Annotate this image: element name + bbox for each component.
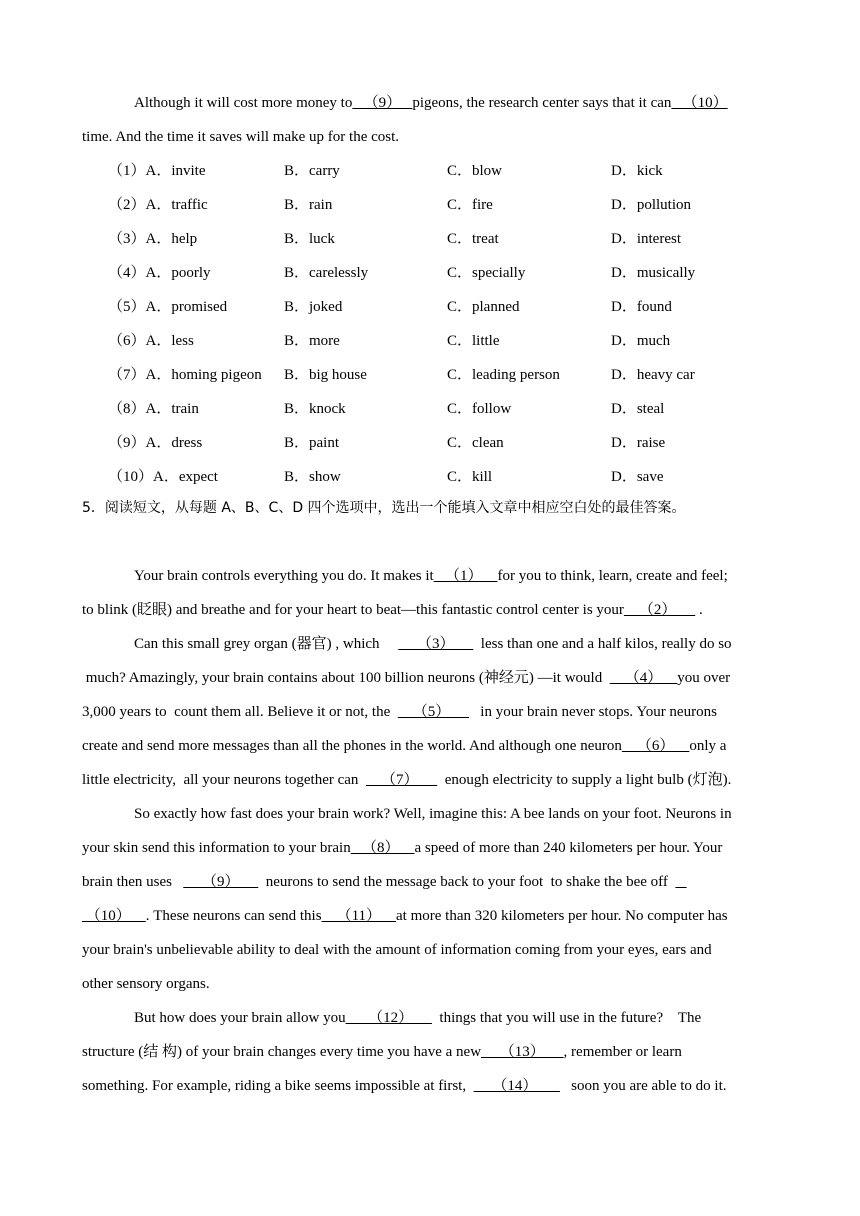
blank-9: （9） <box>183 874 259 890</box>
text: Although it will cost more money to <box>134 95 353 111</box>
passage-line: brain then uses （9） neurons to send the message back to your foot to shake the bee off <box>82 872 687 892</box>
option-row <box>108 229 708 249</box>
option-c: C．specially <box>447 265 526 281</box>
option-d: D．musically <box>611 265 696 281</box>
blank-6: （6） <box>621 738 690 754</box>
blank-9: （9） <box>352 95 413 111</box>
option-b: B．carry <box>284 163 340 179</box>
passage-line: much? Amazingly, your brain contains about 100 billion neurons (神经元) —it would （4） you over <box>82 670 731 686</box>
passage-line: Can this small grey organ (器官) , which （3） less than one and a half kilos, really do so <box>134 636 732 652</box>
option-b: B．joked <box>284 299 343 315</box>
passage-line: your brain's unbelievable ability to deal with the amount of information coming from your eyes, ears and <box>82 942 712 958</box>
option-d: D．heavy car <box>611 367 695 383</box>
blank-10: （10） <box>671 95 728 111</box>
option-b: B．rain <box>284 197 333 213</box>
passage-line: your skin send this information to your brain （8） a speed of more than 240 kilometers per hour. Your <box>82 840 723 856</box>
blank-12: （12） <box>345 1010 432 1026</box>
passage-line: Your brain controls everything you do. It makes it （1） for you to think, learn, create and feel; <box>134 568 728 584</box>
blank-3: （3） <box>398 636 474 652</box>
option-a: （4）A．poorly <box>108 265 211 281</box>
option-b: B．big house <box>284 367 367 383</box>
option-row <box>108 263 708 283</box>
passage-line: something. For example, riding a bike seems impossible at first, （14） soon you are able to do it. <box>82 1078 727 1094</box>
option-row <box>108 331 708 351</box>
option-b: B．more <box>284 333 340 349</box>
option-c: C．leading person <box>447 367 560 383</box>
blank-7: （7） <box>365 772 438 788</box>
question-5-instruction: 5．阅读短文，从每题 A、B、C、D 四个选项中，选出一个能填入文章中相应空白处的最佳答案。 <box>82 500 686 516</box>
option-a: （6）A．less <box>108 333 194 349</box>
option-b: B．paint <box>284 435 339 451</box>
option-a: （5）A．promised <box>108 299 228 315</box>
option-d: D．save <box>611 469 664 485</box>
option-d: D．kick <box>611 163 663 179</box>
option-a: （9）A．dress <box>108 435 203 451</box>
option-d: D．interest <box>611 231 681 247</box>
option-c: C．planned <box>447 299 520 315</box>
blank-10: （10） <box>82 908 146 924</box>
option-d: D．pollution <box>611 197 692 213</box>
option-c: C．fire <box>447 197 493 213</box>
option-c: C．treat <box>447 231 499 247</box>
option-a: （3）A．help <box>108 231 198 247</box>
text: pigeons, the research center says that it can <box>412 95 672 111</box>
passage-line <box>134 93 728 113</box>
blank-4: （4） <box>609 670 678 686</box>
option-d: D．found <box>611 299 672 315</box>
blank-11: （11） <box>321 908 397 924</box>
option-row <box>108 365 708 385</box>
option-b: B．luck <box>284 231 335 247</box>
option-row <box>108 297 708 317</box>
blank-8: （8） <box>350 840 415 856</box>
option-b: B．carelessly <box>284 265 369 281</box>
option-d: D．much <box>611 333 671 349</box>
option-a: （2）A．traffic <box>108 197 208 213</box>
passage-line: little electricity, all your neurons together can （7） enough electricity to supply a light bulb (灯泡). <box>82 772 732 788</box>
passage-line: But how does your brain allow you （12） things that you will use in the future? The <box>134 1010 702 1026</box>
option-c: C．kill <box>447 469 493 485</box>
blank-5: （5） <box>397 704 470 720</box>
passage-line: （10） . These neurons can send this （11） at more than 320 kilometers per hour. No computer has <box>82 908 728 924</box>
option-row <box>108 467 708 487</box>
passage-line: create and send more messages than all the phones in the world. And although one neuron （6） only a <box>82 738 727 754</box>
option-a: （7）A．homing pigeon <box>108 367 262 383</box>
option-c: C．clean <box>447 435 504 451</box>
option-a: （10）A．expect <box>108 469 218 485</box>
option-row <box>108 433 708 453</box>
passage-line: time. And the time it saves will make up for the cost. <box>82 129 400 145</box>
blank-13: （13） <box>481 1044 564 1060</box>
option-c: C．little <box>447 333 500 349</box>
option-a: （1）A．invite <box>108 163 206 179</box>
passage-line: 3,000 years to count them all. Believe it or not, the （5） in your brain never stops. Your neurons <box>82 704 717 720</box>
passage-line: other sensory organs. <box>82 976 210 992</box>
passage-line: So exactly how fast does your brain work? Well, imagine this: A bee lands on your foot. Neurons in <box>134 806 732 822</box>
option-b: B．knock <box>284 401 346 417</box>
option-c: C．follow <box>447 401 512 417</box>
option-d: D．steal <box>611 401 665 417</box>
option-row <box>108 161 708 181</box>
option-row <box>108 399 708 419</box>
blank-10-start <box>675 874 686 890</box>
option-row <box>108 195 708 215</box>
passage-line: to blink (眨眼) and breathe and for your heart to beat—this fantastic control center is your （2） . <box>82 602 703 618</box>
option-a: （8）A．train <box>108 401 199 417</box>
blank-1: （1） <box>433 568 498 584</box>
blank-14: （14） <box>473 1078 560 1094</box>
passage-line: structure (结 构) of your brain changes every time you have a new （13） , remember or learn <box>82 1044 682 1060</box>
option-c: C．blow <box>447 163 503 179</box>
option-d: D．raise <box>611 435 666 451</box>
blank-2: （2） <box>623 602 696 618</box>
option-b: B．show <box>284 469 341 485</box>
